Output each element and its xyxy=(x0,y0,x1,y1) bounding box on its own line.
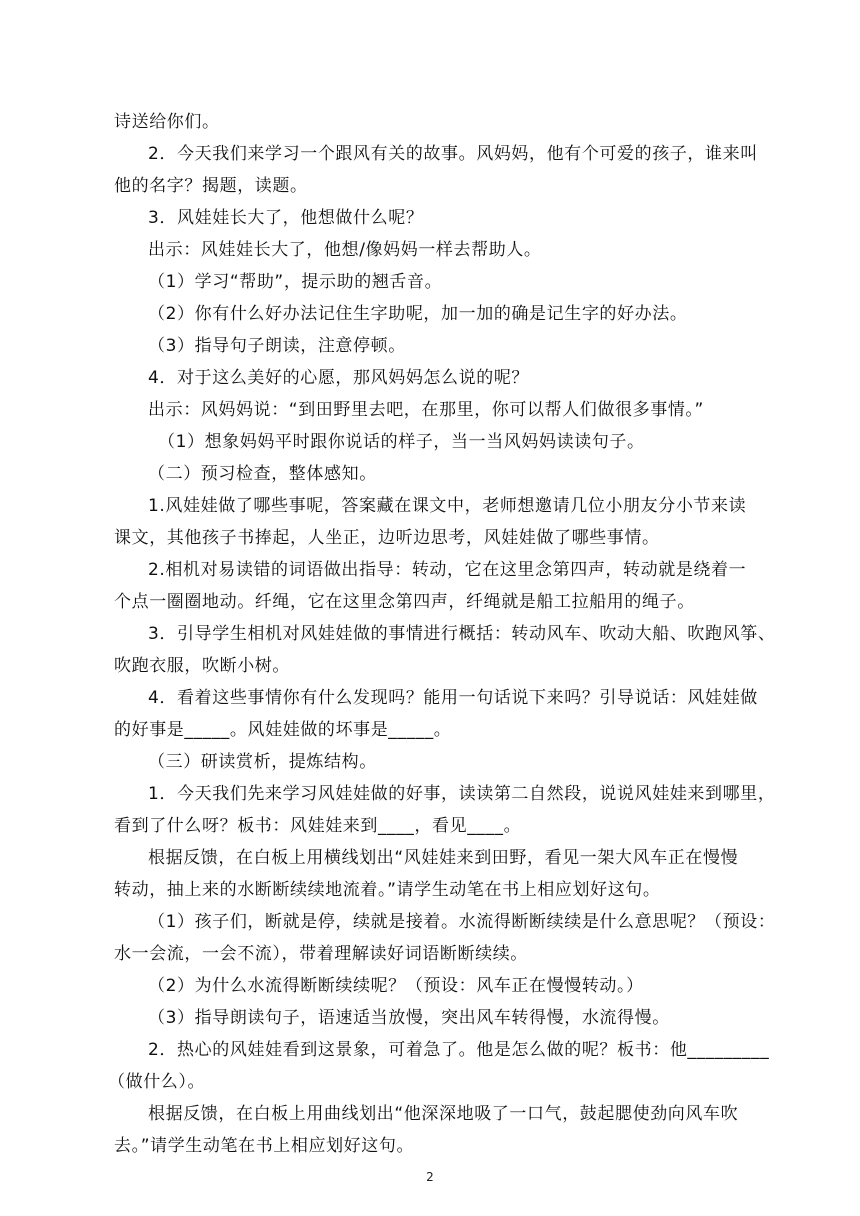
text-line: 3．引导学生相机对风娃娃做的事情进行概括：转动风车、吹动大船、吹跑风筝、 xyxy=(148,624,776,644)
text-line: （1）孩子们，断就是停，续就是接着。水流得断断续续是什么意思呢？（预设： xyxy=(148,912,776,932)
text-line: 他的名字？揭题，读题。 xyxy=(114,176,308,196)
text-line: 转动，抽上来的水断断续续地流着。”请学生动笔在书上相应划好这句。 xyxy=(114,880,661,900)
text-line: 出示：风娃娃长大了，他想/像妈妈一样去帮助人。 xyxy=(148,240,542,260)
text-line: 4．对于这么美好的心愿，那风妈妈怎么说的呢？ xyxy=(148,368,530,388)
text-line: 去。”请学生动笔在书上相应划好这句。 xyxy=(114,1136,415,1156)
text-line: 看到了什么呀？板书：风娃娃来到____，看见____。 xyxy=(114,816,522,836)
text-line: （做什么）。 xyxy=(108,1072,206,1092)
text-line: 课文，其他孩子书捧起，人坐正，边听边思考，风娃娃做了哪些事情。 xyxy=(114,528,660,548)
text-line: 根据反馈，在白板上用曲线划出“他深深地吸了一口气，鼓起腮使劲向风车吹 xyxy=(148,1104,739,1124)
text-line: 根据反馈，在白板上用横线划出“风娃娃来到田野，看见一架大风车正在慢慢 xyxy=(148,848,739,868)
text-line: （3）指导句子朗读，注意停顿。 xyxy=(148,336,406,356)
text-line: 2.相机对易读错的词语做出指导：转动，它在这里念第四声，转动就是绕着一 xyxy=(148,560,747,580)
text-line: 1．今天我们先来学习风娃娃做的好事，读读第二自然段，说说风娃娃来到哪里， xyxy=(148,784,776,804)
text-line: 水一会流，一会不流），带着理解读好词语断断续续。 xyxy=(114,944,528,964)
text-line: 出示：风妈妈说：“到田野里去吧，在那里，你可以帮人们做很多事情。” xyxy=(148,400,704,420)
text-line: 2．今天我们来学习一个跟风有关的故事。风妈妈，他有个可爱的孩子，谁来叫 xyxy=(148,144,758,164)
text-line: 诗送给你们。 xyxy=(114,112,220,132)
text-line: 的好事是_____。风娃娃做的坏事是_____。 xyxy=(114,720,452,740)
text-line: 1.风娃娃做了哪些事呢，答案藏在课文中，老师想邀请几位小朋友分小节来读 xyxy=(148,496,747,516)
page-number: 2 xyxy=(426,1170,434,1184)
text-line: （2）你有什么好办法记住生字助呢，加一加的确是记生字的好办法。 xyxy=(148,304,688,324)
text-line: （1）学习“帮助”，提示助的翘舌音。 xyxy=(148,272,443,292)
text-line: 吹跑衣服，吹断小树。 xyxy=(114,656,290,676)
text-line: 2．热心的风娃娃看到这景象，可着急了。他是怎么做的呢？板书：他_________ xyxy=(148,1040,770,1060)
text-line: 4．看着这些事情你有什么发现吗？能用一句话说下来吗？引导说话：风娃娃做 xyxy=(148,688,758,708)
text-line: 个点一圈圈地动。纤绳，它在这里念第四声，纤绳就是船工拉船用的绳子。 xyxy=(114,592,695,612)
text-line: （1）想象妈妈平时跟你说话的样子，当一当风妈妈读读句子。 xyxy=(158,432,645,452)
text-line: （3）指导朗读句子，语速适当放慢，突出风车转得慢，水流得慢。 xyxy=(148,1008,670,1028)
text-line: （三）研读赏析，提炼结构。 xyxy=(148,752,377,772)
text-line: （二）预习检查，整体感知。 xyxy=(148,464,377,484)
text-line: （2）为什么水流得断断续续呢？（预设：风车正在慢慢转动。） xyxy=(148,976,644,996)
text-line: 3．风娃娃长大了，他想做什么呢？ xyxy=(148,208,424,228)
